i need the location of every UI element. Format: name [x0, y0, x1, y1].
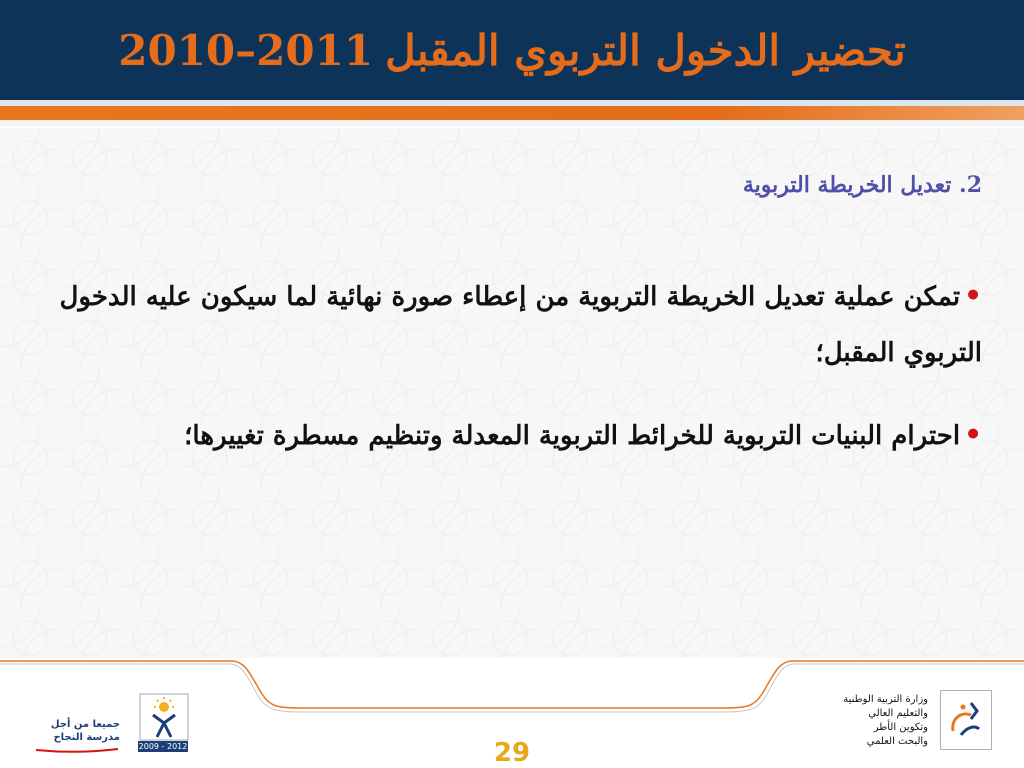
ministry-line: والبحث العلمي [866, 736, 928, 747]
bullet-text: احترام البنيات التربوية للخرائط التربوية المعدلة وتنظيم مسطرة تغييرها؛ [184, 421, 961, 451]
slogan-line-1: جميعا من أجل [50, 719, 120, 730]
bullet-marker: • [964, 279, 982, 312]
ministry-name [760, 693, 928, 749]
bullet-marker: • [964, 418, 982, 451]
slogan-line-2: مدرسة النجاح [53, 732, 120, 743]
bullet-list [42, 268, 982, 490]
ministry-emblem-icon [941, 691, 991, 749]
bullet-item [42, 407, 982, 464]
slogan-text [34, 718, 120, 757]
section-heading: 2. تعديل الخريطة التربوية [742, 172, 982, 198]
sun-figure-icon [139, 693, 189, 741]
ministry-line: والتعليم العالي [868, 708, 928, 719]
bullet-item [42, 268, 982, 381]
plan-years-label: 2009 - 2012 [138, 742, 188, 751]
header-divider-orange [0, 106, 1024, 120]
slide-title [0, 0, 1024, 100]
ministry-line: وزارة التربية الوطنية [843, 694, 928, 705]
bullet-text: تمكن عملية تعديل الخريطة التربوية من إعطاء صورة نهائية لما سيكون عليه الدخول التربوي المقبل؛ [59, 282, 982, 368]
slide-title-year: 2010–2011 [118, 25, 374, 75]
header-divider-grey [0, 120, 1024, 126]
slide-title-text: تحضير الدخول التربوي المقبل [385, 25, 906, 75]
ministry-line: وتكوين الأطر [873, 722, 928, 733]
ministry-logo [940, 690, 992, 750]
slogan-underline-icon [34, 747, 120, 753]
page-number: 29 [493, 738, 531, 768]
